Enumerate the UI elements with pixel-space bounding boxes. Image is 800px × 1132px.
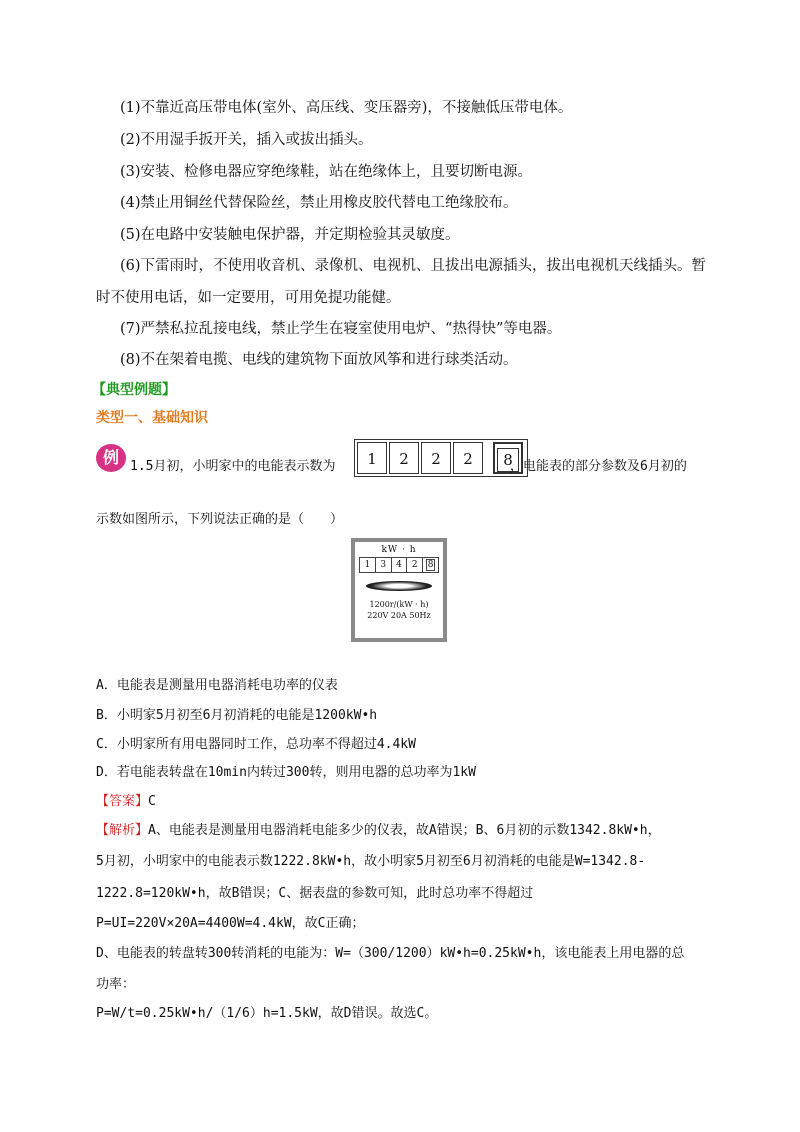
rule-8: (8)不在架着电揽、电线的建筑物下面放风筝和进行球类活动。: [120, 352, 518, 368]
rule-5: (5)在电路中安装触电保护器，并定期检验其灵敏度。: [120, 227, 460, 243]
answer-line: [96, 792, 156, 812]
rule-6-cont: 时不使用电话，如一定要用，可用免提功能健。: [96, 290, 401, 306]
rule-2: (2)不用湿手扳开关，插入或拔出插头。: [120, 132, 373, 148]
option-b: B．小明家5月初至6月初消耗的电能是1200kW•h: [96, 708, 378, 723]
section-title: 【典型例题】: [92, 382, 176, 398]
analysis-line-5: D、电能表的转盘转300转消耗的电能为：W=（300/1200）kW•h=0.25kW•h，该电能表上用电器的总: [96, 946, 685, 961]
answer-value: C: [148, 794, 156, 809]
reading-digit: 1: [357, 442, 387, 474]
rule-4: (4)禁止用铜丝代替保险丝，禁止用橡皮胶代替电工绝缘胶布。: [120, 195, 518, 211]
rule-6: (6)下雷雨时，不使用收音机、录像机、电视机、且拔出电源插头，拔出电视机天线插头。暂: [120, 258, 707, 274]
analysis-line-1: [96, 821, 661, 841]
meter-digit: 3: [376, 558, 392, 572]
question-line2: 示数如图所示，下列说法正确的是（ ）: [96, 512, 344, 527]
analysis-line-4: P=UI=220V×20A=4400W=4.4kW，故C正确；: [96, 916, 365, 931]
question-suffix: ，电能表的部分参数及6月初的: [510, 459, 687, 474]
analysis-line-6: 功率：: [96, 977, 136, 992]
reading-digit: 2: [389, 442, 419, 474]
meter-digit-decimal: [423, 558, 438, 572]
reading-digit: 8: [497, 448, 519, 472]
meter-digit: 4: [392, 558, 408, 572]
option-d: D．若电能表转盘在10min内转过300转，则用电器的总功率为1kW: [96, 765, 476, 780]
meter-digit: 8: [427, 560, 434, 570]
meter-digits: [359, 557, 439, 573]
reading-digit: 2: [421, 442, 451, 474]
reading-digit: 2: [453, 442, 483, 474]
option-a: A．电能表是测量用电器消耗电功率的仪表: [96, 678, 338, 693]
option-c: C．小明家所有用电器同时工作，总功率不得超过4.4kW: [96, 737, 416, 752]
meter-reading-may: [354, 439, 528, 477]
analysis-tag: 【解析】: [96, 823, 149, 838]
meter-digit: 2: [407, 558, 423, 572]
example-badge: 例: [96, 444, 126, 472]
rotating-disc-icon: [366, 581, 432, 591]
rule-1: (1)不靠近高压带电体(室外、高压线、变压器旁)，不接触低压带电体。: [120, 100, 573, 116]
analysis-text: A、电能表是测量用电器消耗电能多少的仪表，故A错误；B、6月初的示数1342.8kW•h，: [148, 823, 661, 838]
meter-spec: [355, 599, 443, 621]
answer-tag: 【答案】: [96, 794, 149, 809]
rule-3: (3)安装、检修电器应穿绝缘鞋，站在绝缘体上，且要切断电源。: [120, 164, 533, 180]
rule-7: (7)严禁私拉乱接电线，禁止学生在寝室使用电炉、“热得快”等电器。: [120, 321, 562, 337]
type-title: 类型一、基础知识: [96, 410, 208, 426]
analysis-line-2: 5月初，小明家中的电能表示数1222.8kW•h，故小明家5月初至6月初消耗的电能是W=1342.8-: [96, 854, 646, 869]
meter-spec-revs: 1200r/(kW · h): [369, 600, 429, 609]
meter-digit: 1: [360, 558, 376, 572]
energy-meter-figure: [351, 538, 447, 642]
meter-spec-rating: 220V 20A 50Hz: [367, 611, 431, 620]
question-prefix: 1.5月初，小明家中的电能表示数为: [130, 459, 336, 474]
analysis-line-7: P=W/t=0.25kW•h/（1/6）h=1.5kW，故D错误。故选C。: [96, 1006, 438, 1021]
meter-unit: kW · h: [381, 545, 417, 555]
analysis-line-3: 1222.8=120kW•h，故B错误；C、据表盘的参数可知，此时总功率不得超过: [96, 886, 534, 901]
